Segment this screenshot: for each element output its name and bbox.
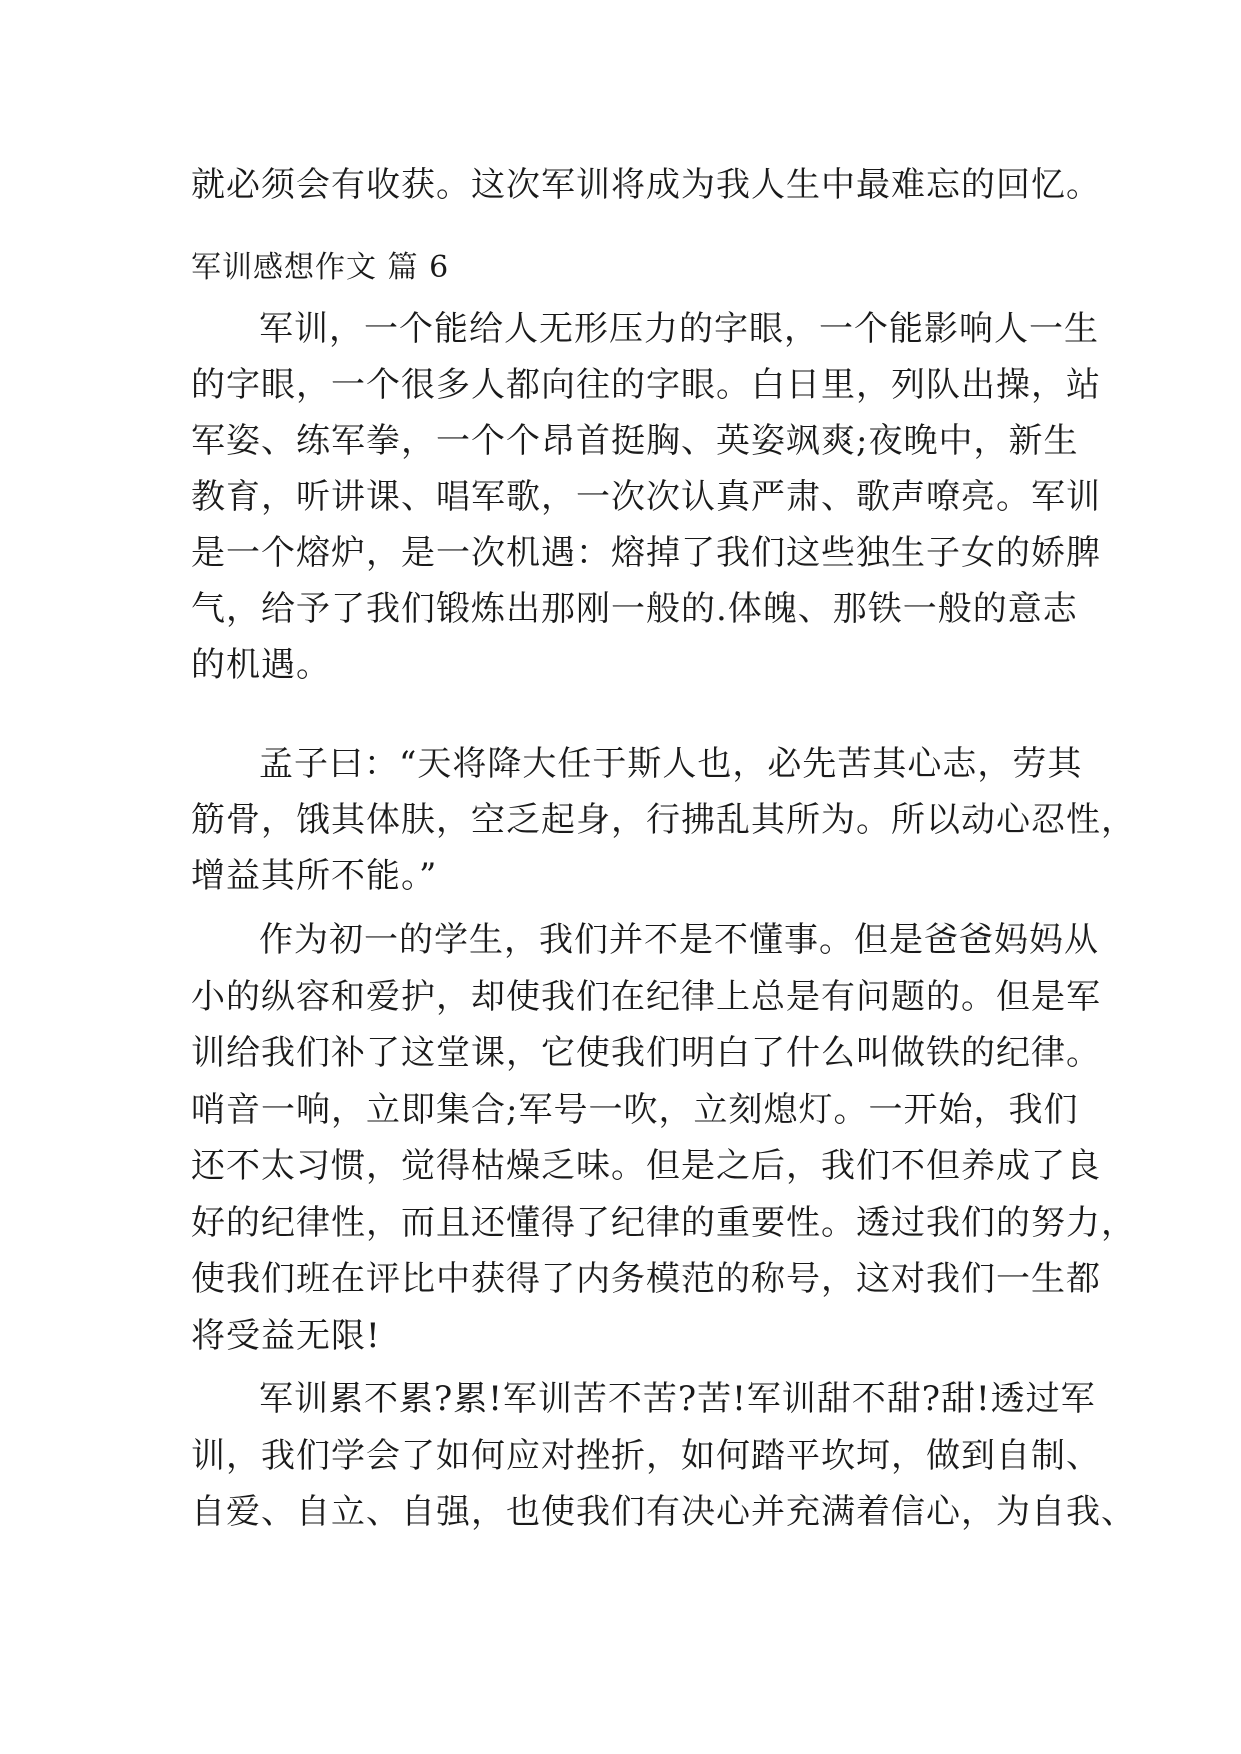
paragraph-line: 筋骨，饿其体肤，空乏起身，行拂乱其所为。所以动心忍性， (191, 800, 1136, 840)
paragraph-line: 军训，一个能给人无形压力的字眼，一个能影响人一生 (259, 309, 1099, 349)
paragraph-line: 的字眼，一个很多人都向往的字眼。白日里，列队出操，站 (191, 365, 1101, 405)
paragraph-line: 孟子曰：“天将降大任于斯人也，必先苦其心志，劳其 (259, 744, 1083, 784)
paragraph-line: 哨音一响，立即集合;军号一吹，立刻熄灯。一开始，我们 (191, 1090, 1079, 1130)
paragraph-line: 军姿、练军拳，一个个昂首挺胸、英姿飒爽;夜晚中，新生 (191, 421, 1079, 461)
section-heading: 军训感想作文 篇 6 (191, 250, 450, 285)
paragraph-line: 的机遇。 (191, 645, 331, 685)
paragraph-line: 使我们班在评比中获得了内务模范的称号，这对我们一生都 (191, 1259, 1101, 1299)
paragraph-line: 增益其所不能。” (191, 856, 438, 896)
paragraph-line: 好的纪律性，而且还懂得了纪律的重要性。透过我们的努力， (191, 1203, 1136, 1243)
paragraph-line: 训，我们学会了如何应对挫折，如何踏平坎坷，做到自制、 (191, 1436, 1101, 1476)
paragraph-line: 是一个熔炉，是一次机遇：熔掉了我们这些独生子女的娇脾 (191, 533, 1101, 573)
paragraph-line: 自爱、自立、自强，也使我们有决心并充满着信心，为自我、 (191, 1492, 1136, 1532)
paragraph-line: 小的纵容和爱护，却使我们在纪律上总是有问题的。但是军 (191, 977, 1101, 1017)
paragraph-line: 教育，听讲课、唱军歌，一次次认真严肃、歌声嘹亮。军训 (191, 477, 1101, 517)
paragraph-line: 气，给予了我们锻炼出那刚一般的.体魄、那铁一般的意志 (191, 589, 1078, 629)
intro-line: 就必须会有收获。这次军训将成为我人生中最难忘的回忆。 (191, 165, 1101, 205)
paragraph-line: 训给我们补了这堂课，它使我们明白了什么叫做铁的纪律。 (191, 1033, 1101, 1073)
paragraph-line: 将受益无限! (191, 1316, 381, 1356)
paragraph-line: 军训累不累?累!军训苦不苦?苦!军训甜不甜?甜!透过军 (259, 1379, 1096, 1419)
paragraph-line: 还不太习惯，觉得枯燥乏味。但是之后，我们不但养成了良 (191, 1146, 1101, 1186)
paragraph-line: 作为初一的学生，我们并不是不懂事。但是爸爸妈妈从 (259, 920, 1099, 960)
